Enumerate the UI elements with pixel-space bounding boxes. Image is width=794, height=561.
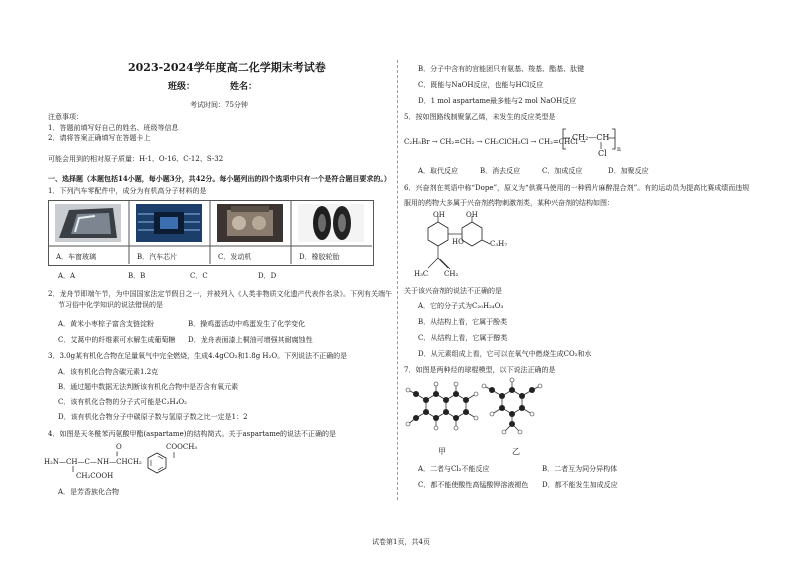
q2-option-b[interactable]: B．操鸡蛋活动中鸡蛋发生了化学变化: [188, 320, 306, 328]
q6-oh-1: OH: [433, 211, 445, 219]
q4-mol-o: O: [116, 443, 122, 451]
q6-ch2: CH₂: [444, 270, 459, 278]
q5-option-d[interactable]: D．加聚反应: [608, 167, 649, 175]
q3-option-c[interactable]: C．该有机化合物的分子式可能是C₂H₄O₂: [58, 398, 187, 406]
class-label: 班级：: [168, 82, 196, 92]
q5-option-b[interactable]: B．消去反应: [480, 167, 521, 175]
q2-option-c[interactable]: C．艾蒿中的纤维素可水解生成葡萄糖: [58, 336, 176, 344]
q4-mol-bottom: CH₂COOH: [76, 472, 114, 480]
q3-option-a[interactable]: A．该有机化合物含碳元素1.2克: [58, 368, 159, 376]
notes-title: 注意事项：: [48, 113, 83, 121]
q7-label-b: 乙: [512, 447, 520, 456]
exam-time: 考试时间：75分钟: [190, 101, 248, 109]
q6-option-d[interactable]: D．从元素组成上看，它可以在氧气中燃烧生成CO₂和水: [418, 350, 592, 358]
q5-route: C₂H₅Br → CH₂=CH₂ → CH₂ClCH₂Cl → CH₂=CHCl →: [404, 138, 586, 146]
car-chip-image: [136, 204, 202, 242]
q1-cell-c: C．发动机: [218, 253, 252, 261]
q7-option-b[interactable]: B．二者互为同分异构体: [542, 465, 618, 473]
q2-stem-line1: 2．龙舟节即端午节，为中国国家法定节假日之一，并被列入《人类非物质文化遗产代表作名录》。下列有关端午: [48, 290, 392, 298]
q5-polymer-cl: Cl: [598, 149, 607, 158]
q3-stem: 3．3.0g某有机化合物在足量氧气中完全燃烧，生成4.4gCO₂和1.8g H₂O。下列说法不正确的是: [48, 352, 348, 360]
page-footer: 试卷第1页，共4页: [372, 538, 430, 546]
note-1: 1．答题前填写好自己的姓名、班级等信息: [48, 124, 179, 132]
q1-stem: 1．下列汽车零配件中，成分为有机高分子材料的是: [48, 187, 207, 195]
q6-ho: HO: [452, 238, 464, 246]
q5-polymer-chain: CH₂—CH: [572, 133, 610, 142]
q7-option-d[interactable]: D．都不能发生加成反应: [542, 481, 618, 489]
q6-stem-line2: 服用的药物大多属于兴奋剂药物刺激剂类，某种兴奋剂的结构如图：: [404, 199, 614, 207]
q4-stem: 4．如图是天冬酰苯丙氨酸甲酯(aspartame)的结构简式。关于aspartame的说法不正确的是: [48, 430, 336, 438]
q3-option-d[interactable]: D．该有机化合物分子中碳原子数与氢原子数之比一定是1：2: [58, 413, 248, 421]
q6-oh-2: OH: [466, 211, 478, 219]
q6-option-b[interactable]: B．从结构上看，它属于酚类: [418, 318, 508, 326]
q2-stem-line2: 节习俗中化学知识的说法错误的是: [58, 301, 163, 309]
car-window-image: [55, 204, 121, 242]
q4-option-a[interactable]: A．是芳香族化合物: [58, 488, 120, 496]
q5-option-c[interactable]: C．加成反应: [542, 167, 583, 175]
q1-cell-a: A．车窗玻璃: [56, 253, 97, 261]
q4-option-b[interactable]: B．分子中含有的官能团只有氨基、羧基、酯基、肽键: [418, 65, 585, 73]
q7-stem: 7．如图是两种烃的球棍模型，以下说法正确的是: [404, 366, 556, 374]
q1-option-d[interactable]: D．D: [258, 272, 277, 280]
q7-label-a: 甲: [438, 447, 446, 456]
section-heading: 一、选择题（本题包括14小题，每小题3分，共42分。每小题列出的四个选项中只有一个是符合题目要求的。）: [48, 174, 391, 183]
q1-cell-d: D．橡胶轮胎: [299, 253, 340, 261]
q6-ask: 关于该兴奋剂的说法不正确的是: [404, 287, 502, 295]
q1-option-c[interactable]: C．C: [190, 272, 208, 280]
q7-model-a: [402, 380, 482, 440]
q7-option-c[interactable]: C．都不能使酸性高锰酸钾溶液褪色: [418, 481, 529, 489]
q1-option-a[interactable]: A．A: [58, 272, 76, 280]
q7-option-a[interactable]: A．二者与Cl₂不能反应: [418, 465, 490, 473]
q5-polymer-n: n: [617, 146, 621, 153]
q5-stem: 5．按如图路线制聚氯乙烯，未发生的反应类型是: [404, 113, 556, 121]
q6-h3c: H₃C: [414, 270, 429, 278]
page-title: 2023-2024学年度高二化学期末考试卷: [128, 61, 326, 74]
atomic-masses: 可能会用到的相对原子质量：H-1、O-16、C-12、S-32: [48, 155, 224, 163]
q6-option-c[interactable]: C．从结构上看，它属于醇类: [418, 334, 508, 342]
q7-model-b: [472, 378, 552, 442]
q4-mol-top: COOCH₃: [166, 443, 198, 451]
q4-option-d[interactable]: D．1 mol aspartame最多能与2 mol NaOH反应: [418, 97, 577, 105]
q2-option-d[interactable]: D．龙舟表面漆上桐油可增强其耐腐蚀性: [188, 336, 313, 344]
q6-stem-line1: 6．兴奋剂在英语中称“Dope”，原义为“供赛马使用的一种鸦片麻醉混合剂”。有的运动员为提高比赛成绩而违规: [404, 184, 750, 192]
q4-benzene-ring: [146, 452, 168, 474]
q6-c3h7: C₃H₇: [490, 240, 508, 248]
q4-double-bond: ‖: [116, 451, 119, 457]
q1-cell-b: B．汽车芯片: [137, 253, 178, 261]
q4-option-c[interactable]: C．既能与NaOH反应，也能与HCl反应: [418, 81, 544, 89]
name-label: 姓名：: [230, 82, 258, 92]
column-divider: [397, 60, 398, 500]
q4-mol-main: H₂N—CH—C—NH—CHCH₂: [44, 458, 142, 466]
q2-option-a[interactable]: A．黄米小枣棕子富含支链淀粉: [58, 320, 155, 328]
q5-option-a[interactable]: A．取代反应: [418, 167, 459, 175]
engine-image: [217, 204, 283, 242]
q6-option-a[interactable]: A．它的分子式为C₂₀H₂₄O₃: [418, 302, 504, 310]
q1-option-b[interactable]: B．B: [128, 272, 146, 280]
q3-option-b[interactable]: B．通过题中数据无法判断该有机化合物中是否含有氧元素: [58, 383, 239, 391]
note-2: 2．请将答案正确填写在答题卡上: [48, 134, 151, 142]
tires-image: [298, 204, 364, 242]
